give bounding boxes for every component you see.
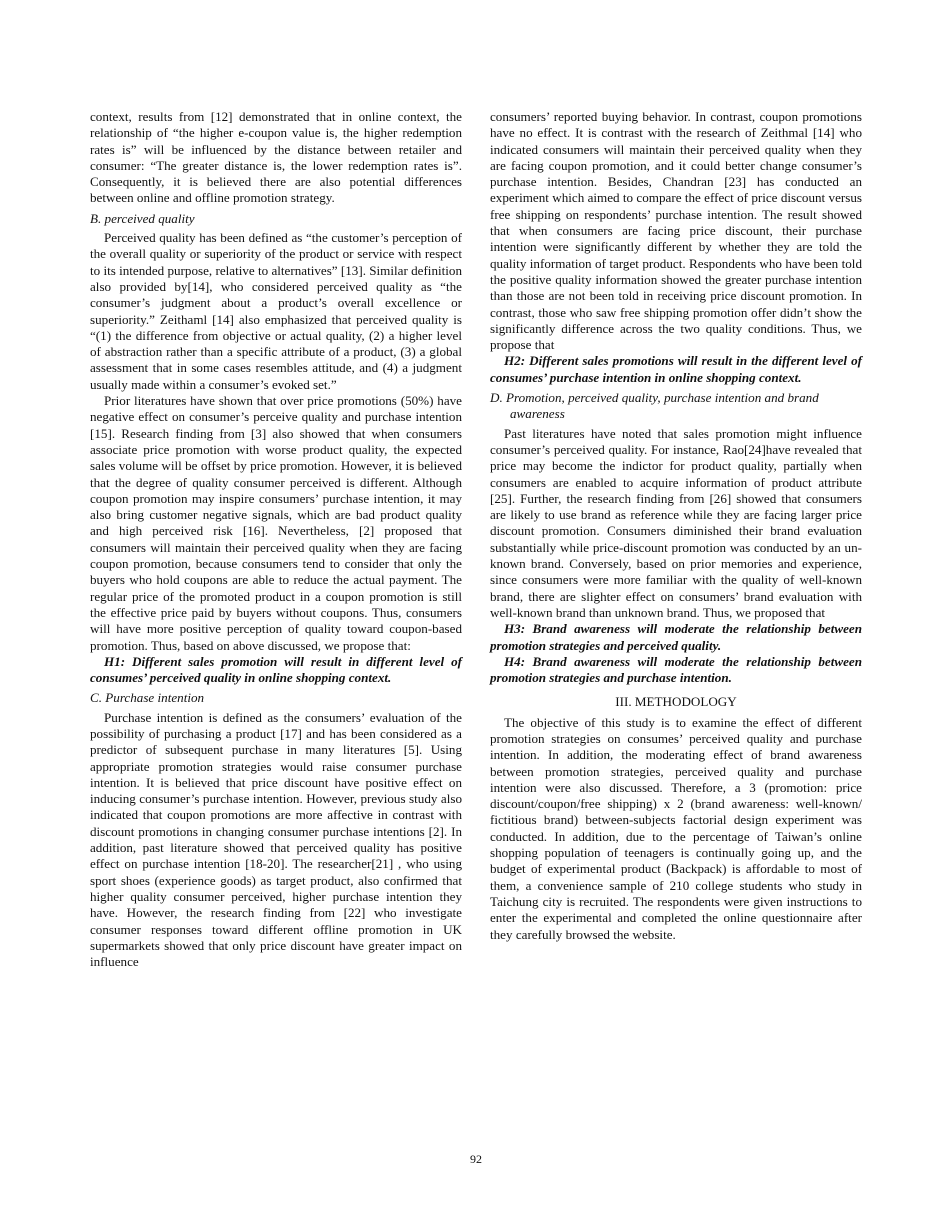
paragraph-perceived-quality-1: Perceived quality has been defined as “the customer’s perception of the overall quality or superiority of the product or service with respect to its intended purpose, relative to alternatives” [13]. Similar definition also provided by[14], who considered perceived quality as “the consumer’s judgment about a product’s overall excellence or superiority.” Zeithaml [14] also emphasized that perceived quality is “(1) the difference from objective or actual quality, (2) a higher level of abstraction rather than a specific attribute of a product, (3) a global assessment that in some cases resembles attitude, and (4) a judgment usually made within a consumer’s evoked set.” <box>90 230 462 392</box>
paragraph-perceived-quality-2: Prior literatures have shown that over price promotions (50%) have negative effect on consumer’s perceive quality and purchase intention [15]. Research finding from [3] also showed that when consumers associate price promotion with worse product quality, the expected sales volume will be offset by price promotion. However, it is believed that the degree of quality consumer perceived is different. Although coupon promotion may inspire consumers’ purchase intention, it may also bring customer negative signals, which are bad product quality and high perceived risk [16]. Nevertheless, [2] proposed that consumers will maintain their perceived quality when they are facing coupon promotion, because consumers tend to consider that only the buyers who hold coupons are able to reduce the actual payment. The regular price of the promoted product in a coupon promotion is still the effective price paid by buyers without coupons. Thus, consumers will have more positive perception of quality toward coupon-based promotion. Thus, based on above discussed, we propose that: <box>90 393 462 653</box>
paragraph-brand-awareness: Past literatures have noted that sales promotion might influence consumer’s perceived quality. For instance, Rao[24]have revealed that price may become the indictor for product quality, partially when consumers are enabled to acquire information of product attribute [25]. Further, the research finding from [26] showed that consumers are likely to use brand as reference while they are facing larger price discount promotion. Consumers diminished their brand evaluation substantially while price-discount promotion was conducted by an un-known brand. Conversely, based on prior memories and experience, since consumers were more familiar with the quality of well-known brand, there are slighter effect on consumers’ brand evaluation with well-known brand than unknown brand. Thus, we proposed that <box>490 425 862 620</box>
hypothesis-h2: H2: Different sales promotions will result in the different level of consumes’ purchase intention in online shopping context. <box>490 353 862 385</box>
hypothesis-h1: H1: Different sales promotion will result in different level of consumes’ perceived quality in online shopping context. <box>90 653 462 686</box>
paragraph-purchase-intention: Purchase intention is defined as the consumers’ evaluation of the possibility of purchasing a product [17] and has been considered as a predictor of subsequent purchase in many literatures [5]. Using appropriate promotion strategies would raise consumer purchase intention. It is believed that price discount have positive effect on inducing consumer’s purchase intention. However, previous study also indicated that coupon promotions are more affective in contrast with discount promotions in changing consumer purchase intentions [2]. In addition, past literature showed that perceived quality has positive effect on purchase intention [18-20]. The researcher[21] , who using sport shoes (experience goods) as target product, also confirmed that higher quality consumer perceived, higher purchase intention they have. However, the research finding from [22] who investigate consumer responses toward different offline promotion in UK supermarkets showed that only price discount have greater impact on influence <box>90 709 462 970</box>
subsection-heading-d: D. Promotion, perceived quality, purchase intention and brand awareness <box>490 390 819 422</box>
left-column <box>90 109 462 970</box>
right-column <box>490 109 862 943</box>
hypothesis-h3: H3: Brand awareness will moderate the relationship between promotion strategies and perceived quality. <box>490 621 862 653</box>
subsection-heading-b: B. perceived quality <box>90 210 195 226</box>
hypothesis-h4: H4: Brand awareness will moderate the relationship between promotion strategies and purchase intention. <box>490 653 862 686</box>
paragraph-intro-continued: context, results from [12] demonstrated that in online context, the relationship of “the higher e-coupon value is, the higher redemption rates is” will be influenced by the distance between retailer and consumer: “The greater distance is, the lower redemption rates is”. Consequently, it is believed there are also potential differences between online and offline promotion strategy. <box>90 109 462 206</box>
section-heading-methodology: III. METHODOLOGY <box>615 694 737 710</box>
subsection-heading-c: C. Purchase intention <box>90 690 205 706</box>
paragraph-methodology: The objective of this study is to examine the effect of different promotion strategies on consumes’ perceived quality and purchase intention. In addition, the moderating effect of brand awareness between promotion strategies, perceived quality and purchase intention were also discussed. Therefore, a 3 (promotion: price discount/coupon/free shipping) x 2 (brand awareness: well-known/ fictitious brand) between-subjects factorial design experiment was conducted. In addition, due to the percentage of Taiwan’s online shopping population of teenagers is continually going up, and the budget of experimental product (Backpack) is affordable to most of them, a convenience sample of 210 college students who study in Taichung city is recruited. The respondents were given instructions to enter the experimental and completed the online questionnaire after they carefully browsed the website. <box>490 714 862 942</box>
page-number: 92 <box>470 1152 482 1166</box>
paragraph-purchase-intention-continued: consumers’ reported buying behavior. In contrast, coupon promotions have no effect. It is contrast with the research of Zeithmal [14] who indicated consumers will maintain their perceived quality when they are facing coupon promotion, and it could better change consumer’s purchase intention. Besides, Chandran [23] has conducted an experiment which aimed to compare the effect of price discount versus free shipping on respondents’ purchase intention. The result showed that when consumers are facing price discount, their purchase intention were significantly different by whether they are told the quality information of target product. Respondents who have been told the positive quality information showed the greater purchase intention than those are not been told in receiving price discount promotion. In contrast, those who saw free shipping promotion offer didn’t show the significantly difference across the two quality conditions. Thus, we propose that <box>490 109 862 353</box>
